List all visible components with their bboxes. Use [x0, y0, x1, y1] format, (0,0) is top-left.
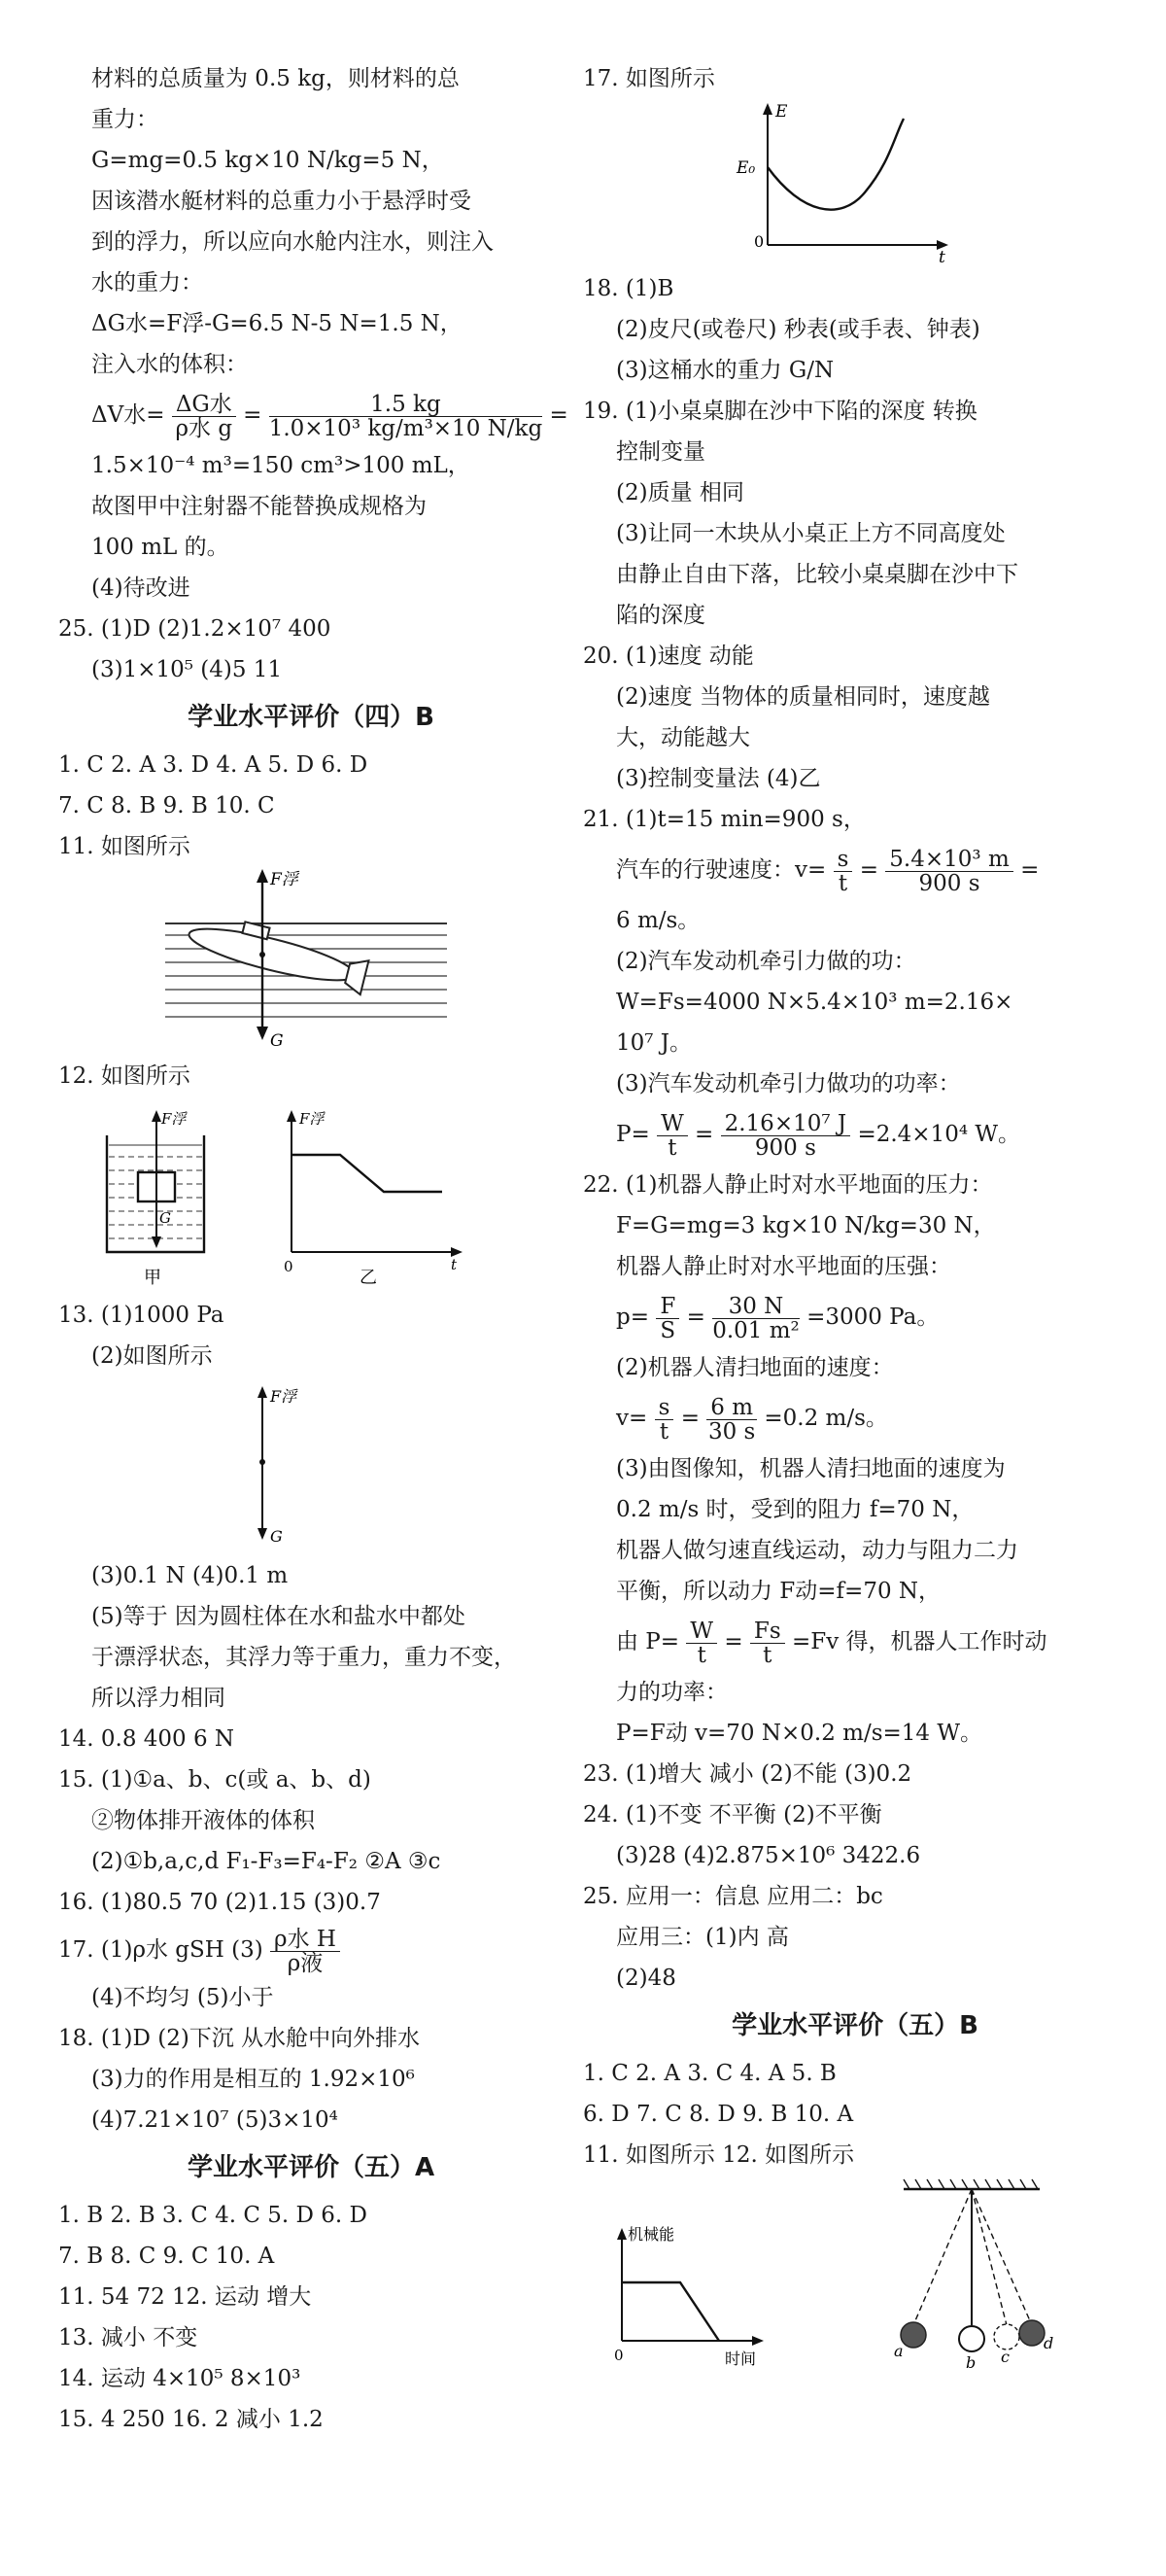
- pressure-formula: p= $\frac{F}{S}$ = $\frac{30 N}{\text{0.01 m²}}$ =3000 Pa。: [616, 1293, 940, 1343]
- svg-text:0: 0: [284, 1258, 293, 1275]
- answer-18-right: 18. (1)B: [583, 276, 674, 301]
- text-line: 注入水的体积：: [91, 352, 248, 377]
- text-line: 100 mL 的。: [91, 535, 229, 560]
- section-heading-4b: 学业水平评价（四）B: [188, 703, 434, 732]
- text-line: 6 m/s。: [616, 908, 701, 933]
- answer-24: 24. (1)不变 不平衡 (2)不平衡: [583, 1802, 882, 1828]
- text-line: 10⁷ J。: [616, 1030, 693, 1056]
- force-diagram-13: [58, 1376, 564, 1551]
- svg-text:b: b: [966, 2353, 977, 2370]
- text-line: (3)这桶水的重力 G/N: [616, 358, 835, 383]
- section-heading-5b: 学业水平评价（五）B: [732, 2011, 978, 2040]
- mc-answers: 6. D 7. C 8. D 9. B 10. A: [583, 2102, 854, 2127]
- text-line: G=mg=0.5 kg×10 N/kg=5 N，: [91, 148, 444, 173]
- text-line: (3)汽车发动机牵引力做功的功率：: [616, 1071, 961, 1097]
- text-line: (4)7.21×10⁷ (5)3×10⁴: [91, 2107, 338, 2133]
- answer-13: 13. (1)1000 Pa: [58, 1303, 224, 1328]
- text-line: (2)质量 相同: [616, 480, 744, 505]
- text-line: 重力：: [91, 107, 158, 132]
- label-yi: 乙: [360, 1268, 377, 1288]
- answer-20: 20. (1)速度 动能: [583, 644, 754, 669]
- mc-answers: 7. C 8. B 9. B 10. C: [58, 793, 275, 818]
- text-line: (2)48: [616, 1966, 676, 1991]
- velocity-formula: 汽车的行驶速度：v= $\frac{s}{t}$ = $\frac{\text{5.4×10³ m}}{900 s}$ =: [616, 846, 1040, 896]
- answer-25: 25. (1)D (2)1.2×10⁷ 400: [58, 616, 331, 642]
- answer-16: 16. (1)80.5 70 (2)1.15 (3)0.7: [58, 1890, 381, 1915]
- fill-answers: 13. 减小 不变: [58, 2325, 198, 2350]
- text-line: (2)速度 当物体的质量相同时，速度越: [616, 684, 990, 710]
- answer-13-b: (2)如图所示: [91, 1343, 213, 1369]
- text-line: (2)汽车发动机牵引力做的功：: [616, 949, 916, 974]
- gravity-label: G: [270, 1031, 284, 1051]
- text-line: 机器人做匀速直线运动，动力与阻力二力: [616, 1538, 1018, 1563]
- text-line: W=Fs=4000 N×5.4×10³ m=2.16×: [616, 990, 1013, 1015]
- mc-answers: 1. C 2. A 3. D 4. A 5. D 6. D: [58, 752, 368, 778]
- answer-22: 22. (1)机器人静止时对水平地面的压力：: [583, 1172, 993, 1198]
- fill-answers: 11. 54 72 12. 运动 增大: [58, 2284, 312, 2310]
- answer-14: 14. 0.8 400 6 N: [58, 1726, 235, 1752]
- label-jia: 甲: [144, 1268, 161, 1288]
- svg-text:F浮: F浮: [161, 1110, 187, 1128]
- text-line: 0.2 m/s 时，受到的阻力 f=70 N，: [616, 1497, 975, 1522]
- text-line: (3)由图像知，机器人清扫地面的速度为: [616, 1456, 1006, 1481]
- text-line: (3)控制变量法 (4)乙: [616, 766, 821, 791]
- text-line: (3)力的作用是相互的 1.92×10⁶: [91, 2067, 415, 2092]
- text-line: F=G=mg=3 kg×10 N/kg=30 N，: [616, 1213, 996, 1238]
- text-line: (3)让同一木块从小桌正上方不同高度处: [616, 521, 1006, 546]
- right-column: [583, 58, 1127, 2374]
- mc-answers: 1. C 2. A 3. C 4. A 5. B: [583, 2061, 837, 2086]
- answer-21: 21. (1)t=15 min=900 s，: [583, 807, 866, 832]
- svg-text:E: E: [775, 102, 788, 122]
- answer-25-right: 25. 应用一：信息 应用二：bc: [583, 1884, 883, 1909]
- answer-12: 12. 如图所示: [58, 1063, 190, 1089]
- power-derivation: 由 P= $\frac{W}{t}$ = $\frac{Fs}{t}$ =Fv 得，机器人工作时动: [616, 1618, 1047, 1668]
- svg-text:0: 0: [754, 232, 765, 251]
- text-line: ΔG水=F浮-G=6.5 N-5 N=1.5 N，: [91, 311, 463, 336]
- text-line: 力的功率：: [616, 1680, 728, 1705]
- answer-19: 19. (1)小桌桌脚在沙中下陷的深度 转换: [583, 399, 977, 424]
- volume-formula: ΔV水= $\frac{\text{ΔG水}}{\text{ρ水 g}}$ = $\frac{1.5 kg}{\text{1.0×10³ kg/m³×10 N/kg}}$ =: [91, 391, 568, 441]
- text-line: 机器人静止时对水平地面的压强：: [616, 1254, 951, 1279]
- svg-text:时间: 时间: [725, 2350, 757, 2368]
- text-line: (2)机器人清扫地面的速度：: [616, 1355, 894, 1380]
- svg-text:0: 0: [614, 2347, 624, 2364]
- text-line: 到的浮力，所以应向水舱内注水，则注入: [91, 229, 494, 255]
- answer-17-right: 17. 如图所示: [583, 66, 715, 91]
- text-line: (5)等于 因为圆柱体在水和盐水中都处: [91, 1604, 465, 1629]
- fill-answers: 14. 运动 4×10⁵ 8×10³: [58, 2366, 301, 2391]
- fill-answers: 15. 4 250 16. 2 减小 1.2: [58, 2407, 324, 2432]
- mc-answers: 1. B 2. B 3. C 4. C 5. D 6. D: [58, 2203, 367, 2228]
- answer-18: 18. (1)D (2)下沉 从水舱中向外排水: [58, 2026, 421, 2051]
- text-line: 材料的总质量为 0.5 kg，则材料的总: [91, 66, 460, 91]
- svg-text:c: c: [1001, 2348, 1010, 2366]
- text-line: 所以浮力相同: [91, 1686, 225, 1711]
- container-and-graph: [58, 1097, 564, 1291]
- text-line: (2)皮尺(或卷尺) 秒表(或手表、钟表): [616, 317, 980, 342]
- text-line: (2)①b,a,c,d F₁-F₃=F₄-F₂ ②A ③c: [91, 1849, 441, 1874]
- speed-formula: v= $\frac{s}{t}$ = $\frac{6 m}{30 s}$ =0.2 m/s。: [616, 1394, 888, 1445]
- svg-text:E₀: E₀: [737, 158, 756, 178]
- text-line: 陷的深度: [616, 603, 705, 628]
- text-line: 大，动能越大: [616, 725, 750, 750]
- svg-text:G: G: [159, 1209, 171, 1227]
- text-line: 平衡，所以动力 F动=f=70 N，: [616, 1579, 942, 1604]
- svg-text:t: t: [939, 248, 945, 264]
- text-line: 由静止自由下落，比较小桌桌脚在沙中下: [616, 562, 1018, 587]
- text-line: (4)不均匀 (5)小于: [91, 1985, 274, 2010]
- svg-text:a: a: [894, 2342, 904, 2360]
- text-line: 应用三：(1)内 高: [616, 1925, 789, 1950]
- mc-answers: 7. B 8. C 9. C 10. A: [58, 2244, 275, 2269]
- left-column: [58, 58, 568, 2440]
- answer-11: 11. 如图所示: [58, 834, 190, 859]
- energy-and-pendulum-figures: [583, 2176, 1127, 2370]
- answer-11-12: 11. 如图所示 12. 如图所示: [583, 2142, 855, 2168]
- svg-text:G: G: [270, 1527, 283, 1546]
- svg-text:F浮: F浮: [299, 1110, 325, 1128]
- answer-17: 17. (1)ρ水 gSH (3) $\frac{\text{ρ水 H}}{\text{ρ液}}$: [58, 1923, 564, 1977]
- text-line: (3)0.1 N (4)0.1 m: [91, 1563, 289, 1588]
- energy-time-graph: [583, 99, 1127, 264]
- text-line: (3)28 (4)2.875×10⁶ 3422.6: [616, 1843, 921, 1868]
- answer-25-b: (3)1×10⁵ (4)5 11: [91, 657, 283, 682]
- svg-text:机械能: 机械能: [628, 2225, 675, 2244]
- text-line: 于漂浮状态，其浮力等于重力，重力不变，: [91, 1645, 516, 1670]
- answer-23: 23. (1)增大 减小 (2)不能 (3)0.2: [583, 1761, 912, 1787]
- text-line: 控制变量: [616, 439, 705, 465]
- text-line: 1.5×10⁻⁴ m³=150 cm³>100 mL，: [91, 453, 470, 478]
- answer-15: 15. (1)①a、b、c(或 a、b、d): [58, 1767, 371, 1793]
- text-line: (4)待改进: [91, 575, 190, 601]
- text-line: P=F动 v=70 N×0.2 m/s=14 W。: [616, 1721, 982, 1746]
- svg-text:t: t: [451, 1256, 458, 1273]
- text-line: 故图甲中注射器不能替换成规格为: [91, 494, 427, 519]
- svg-text:F浮: F浮: [270, 1387, 297, 1406]
- svg-text:d: d: [1044, 2334, 1054, 2352]
- text-line: ②物体排开液体的体积: [91, 1808, 315, 1833]
- text-line: 因该潜水艇材料的总重力小于悬浮时受: [91, 189, 471, 214]
- section-heading-5a: 学业水平评价（五）A: [187, 2153, 435, 2182]
- power-formula: P= $\frac{W}{t}$ = $\frac{\text{2.16×10⁷ J}}{900 s}$ =2.4×10⁴ W。: [616, 1110, 1020, 1161]
- buoyancy-label: F浮: [270, 870, 298, 889]
- text-line: 水的重力：: [91, 270, 203, 296]
- submarine-force-diagram: [58, 867, 564, 1052]
